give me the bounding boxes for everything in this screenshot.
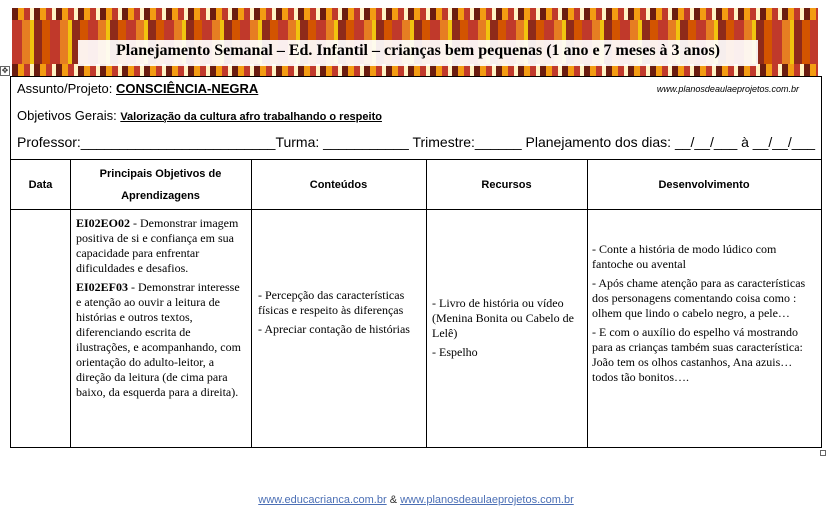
content-item: - Apreciar contação de histórias <box>258 322 410 336</box>
teacher-row: Professor:_________________________Turma: ___________ Trimestre:______ Planejamento dos dias: __/__/___ à __/__/___ <box>17 134 816 150</box>
footer <box>0 494 832 506</box>
development-item: - Conte a história de modo lúdico com fantoche ou avental <box>592 242 777 271</box>
development-item: - Após chame atenção para as características dos personagens comentando coisa como : olhem que lindo o cabelo negro, a pele… <box>592 276 806 320</box>
subject-value: CONSCIÊNCIA-NEGRA <box>116 81 259 96</box>
footer-separator: & <box>386 494 401 506</box>
table-resize-handle[interactable] <box>820 450 826 456</box>
resource-item: - Livro de história ou vídeo (Menina Bonita ou Cabelo de Lelê) <box>432 296 574 340</box>
footer-link-educacrianca[interactable]: www.educacrianca.com.br <box>258 494 387 506</box>
header-development: Desenvolvimento <box>658 178 750 191</box>
objectives-row <box>17 108 382 123</box>
resource-item: - Espelho <box>432 345 478 359</box>
objective-text: - Demonstrar interesse e atenção ao ouvir a leitura de histórias e outros textos, diferenciando escrita de ilustrações, e acompanhando, com orientação do adulto-leitor, a direção da leitura (de cima para baixo, da esquerda para a direita). <box>76 280 241 399</box>
site-watermark: www.planosdeaulaeprojetos.com.br <box>656 84 799 94</box>
content-item: - Percepção das características físicas e respeito às diferenças <box>258 288 405 317</box>
header-divider <box>11 209 821 210</box>
table-move-handle-icon[interactable]: ✥ <box>1 66 9 75</box>
objective-item <box>76 216 246 276</box>
page-title: Planejamento Semanal – Ed. Infantil – crianças bem pequenas (1 ano e 7 meses à 3 anos) <box>115 42 720 59</box>
footer-link-planos[interactable]: www.planosdeaulaeprojetos.com.br <box>400 494 574 506</box>
development-item: - E com o auxílio do espelho vá mostrando para as crianças também suas característica: João tem os olhos castanhos, Ana azuis… todos tão bonitos…. <box>592 325 803 384</box>
header-resources: Recursos <box>481 178 532 191</box>
planning-table <box>11 159 821 447</box>
development-cell <box>592 242 818 389</box>
resources-cell <box>432 296 582 364</box>
objective-code: EI02EO02 <box>76 216 131 230</box>
planning-form <box>10 76 822 448</box>
subject-label: Assunto/Projeto: <box>17 81 116 96</box>
subject-row <box>17 81 258 96</box>
objective-code: EI02EF03 <box>76 280 129 294</box>
objectives-value: Valorização da cultura afro trabalhando o respeito <box>120 111 382 123</box>
contents-cell <box>258 288 420 341</box>
objective-text: - Demonstrar imagem positiva de si e confiança em sua capacidade para enfrentar dificuldades e desafios. <box>76 216 239 275</box>
header-data: Data <box>28 178 53 191</box>
objective-item <box>76 280 246 400</box>
banner-pattern-top <box>12 8 818 20</box>
header-objectives: Principais Objetivos de Aprendizagens <box>99 167 222 202</box>
header-banner <box>12 8 818 76</box>
header-contents: Conteúdos <box>309 178 368 191</box>
objectives-label: Objetivos Gerais: <box>17 108 121 123</box>
objectives-cell <box>76 216 246 404</box>
